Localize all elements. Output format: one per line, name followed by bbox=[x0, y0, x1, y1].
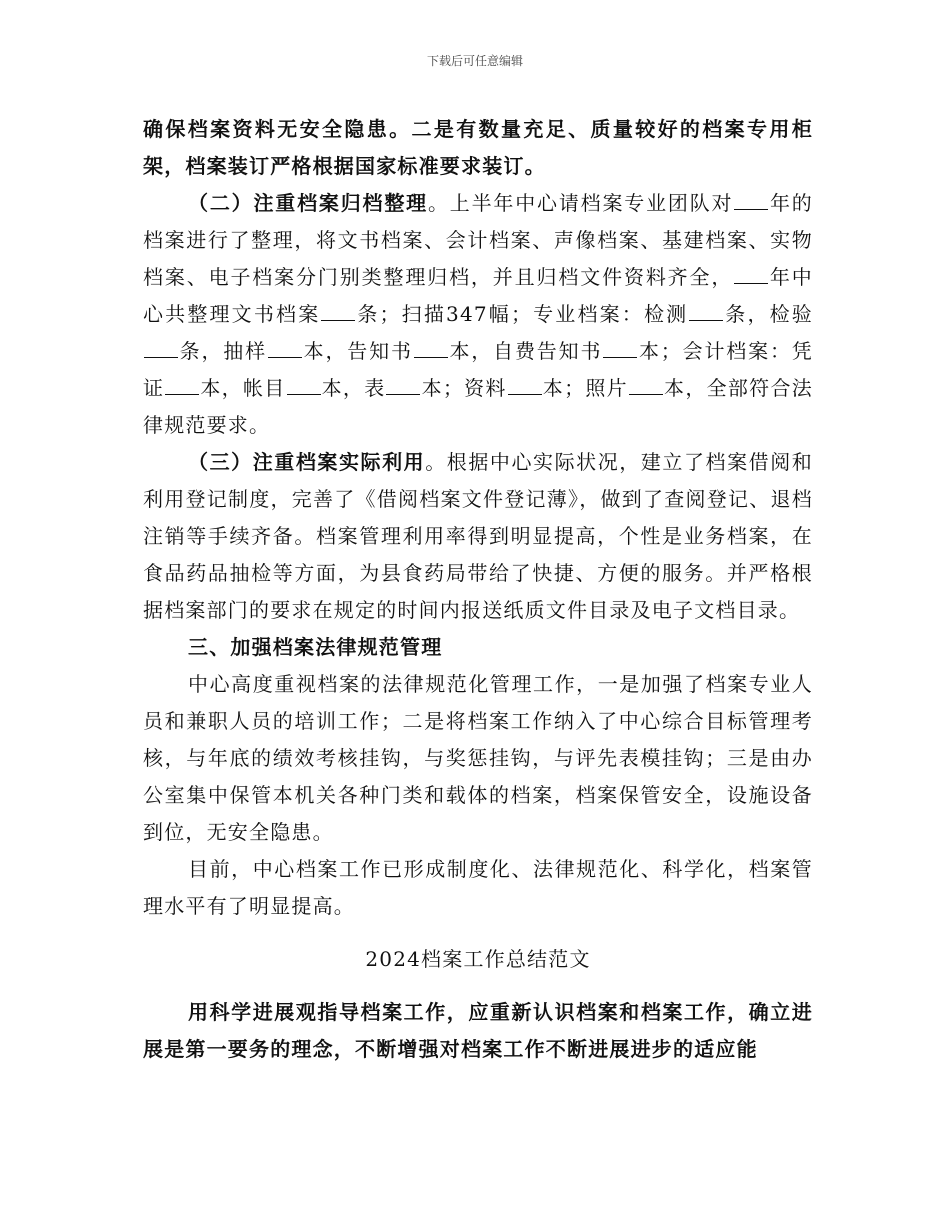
blank-line bbox=[508, 376, 542, 395]
paragraph-2: （二）注重档案归档整理。上半年中心请档案专业团队对 年的档案进行了整理，将文书档案、会计档案、声像档案、基建档案、实物档案、电子档案分门别类整理归档，并且归档文件资料齐全， 年中心共整理文书档案 条；扫描347幅；专业档案：检测 条，检验条，抽样 本，告知书 本，自费告知书 本；会计档案：凭证 本，帐目 本，表 本；资料 本；照片 本，全部符合法律规范要求。 bbox=[143, 191, 814, 437]
paragraph-3: （三）注重档案实际利用。根据中心实际状况，建立了档案借阅和利用登记制度，完善了《借阅档案文件登记薄》，做到了查阅登记、退档注销等手续齐备。档案管理利用率得到明显提高，个性是业务档案，在食品药品抽检等方面，为县食药局带给了快捷、方便的服务。并严格根据档案部门的要求在规定的时间内报送纸质文件目录及电子文档目录。 bbox=[143, 450, 813, 622]
blank-line bbox=[414, 339, 448, 358]
section-heading-2: （二）注重档案归档整理 bbox=[188, 191, 428, 215]
blank-line bbox=[629, 376, 663, 395]
paragraph-1: 确保档案资料无安全隐患。二是有数量充足、质量较好的档案专用柜架，档案装订严格根据国家标准要求装订。 bbox=[143, 117, 813, 178]
blank-line bbox=[321, 302, 355, 321]
blank-line bbox=[268, 339, 302, 358]
section-heading-3: （三）注重档案实际利用 bbox=[188, 450, 426, 474]
page-header: 下载后可任意编辑 bbox=[426, 54, 523, 68]
document-body bbox=[143, 111, 813, 1068]
blank-line bbox=[144, 339, 178, 358]
paragraph-7: 用科学进展观指导档案工作，应重新认识档案和档案工作，确立进展是第一要务的理念，不断增强对档案工作不断进展进步的适应能 bbox=[143, 1000, 813, 1061]
section-heading-three: 三、加强档案法律规范管理 bbox=[188, 635, 443, 659]
paragraph-5: 中心高度重视档案的法律规范化管理工作，一是加强了档案专业人员和兼职人员的培训工作；二是将档案工作纳入了中心综合目标管理考核，与年底的绩效考核挂钩，与奖惩挂钩，与评先表模挂钩；三是由办公室集中保管本机关各种门类和载体的档案，档案保管安全，设施设备到位，无安全隐患。 bbox=[143, 672, 813, 844]
paragraph-6: 目前，中心档案工作已形成制度化、法律规范化、科学化，档案管理水平有了明显提高。 bbox=[143, 857, 813, 918]
blank-line bbox=[734, 265, 768, 284]
blank-line bbox=[165, 376, 199, 395]
blank-line bbox=[287, 376, 321, 395]
blank-line bbox=[386, 376, 420, 395]
document-title: 2024档案工作总结范文 bbox=[365, 947, 591, 971]
blank-line bbox=[689, 302, 723, 321]
blank-line bbox=[734, 191, 768, 210]
blank-line bbox=[603, 339, 637, 358]
